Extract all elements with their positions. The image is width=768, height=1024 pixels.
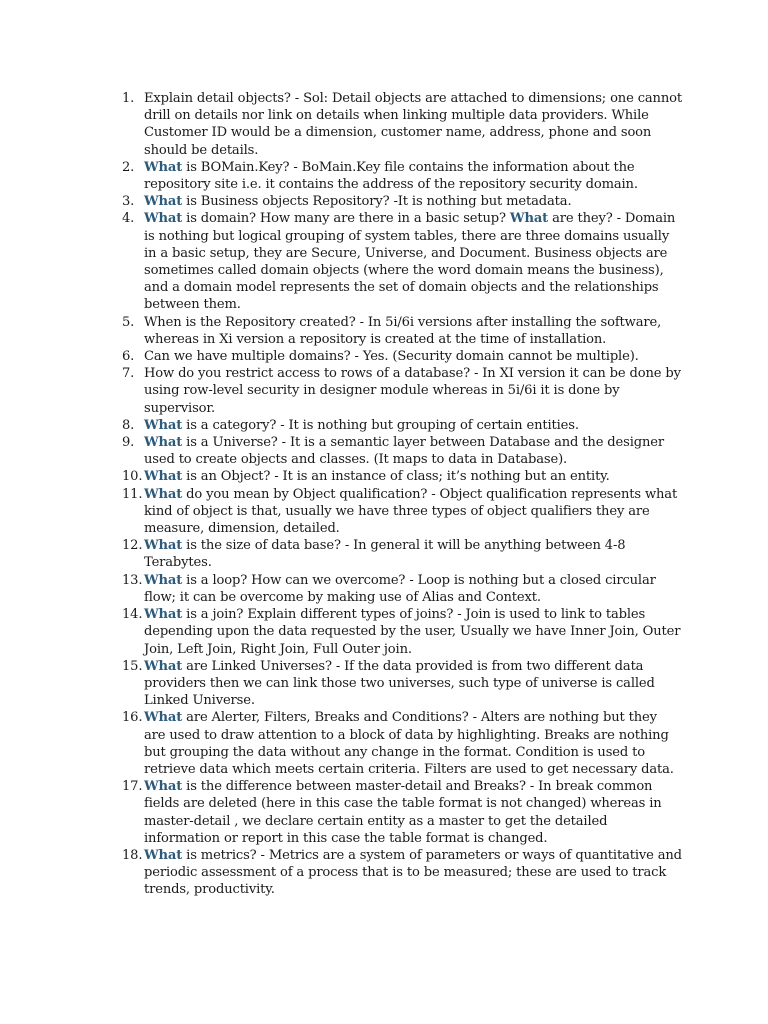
item-text: is a category? - It is nothing but grouping of certain entities. xyxy=(182,417,579,433)
item-text: are they? - Domain is nothing but logical grouping of system tables, there are three domains usually in a basic setup, they are Secure, Universe, and Document. Business objects are sometimes called domain objects (where the word domain means the business), and a domain model represents the set of domain objects and the relationships between them. xyxy=(144,211,676,313)
item-text: is the difference between master-detail and Breaks? - In break common fields are deleted (here in this case the table format is not changed) whereas in master-detail , we declare certain entity as a master to get the detailed information or report in this case the table format is changed. xyxy=(144,779,662,846)
item-number: 2. xyxy=(122,159,135,175)
item-text: is the size of data base? - In general it will be anything between 4-8 Terabytes. xyxy=(144,538,626,571)
list-item xyxy=(122,159,682,193)
item-number: 13. xyxy=(122,572,143,588)
item-number: 4. xyxy=(122,211,135,227)
item-number: 12. xyxy=(122,538,143,554)
list-item xyxy=(122,417,682,434)
item-number: 16. xyxy=(122,710,143,726)
item-text: is BOMain.Key? - BoMain.Key file contains the information about the repository site i.e. it contains the address of the repository security domain. xyxy=(144,159,638,193)
keyword-highlight: What xyxy=(509,211,549,227)
item-number: 14. xyxy=(122,607,143,623)
item-number: 1. xyxy=(122,91,135,106)
keyword-highlight: What xyxy=(144,538,183,554)
list-item xyxy=(122,486,682,538)
list-item xyxy=(122,606,682,658)
item-number: 11. xyxy=(122,486,143,502)
item-number: 5. xyxy=(122,314,135,330)
list-item xyxy=(122,537,682,571)
list-item xyxy=(122,658,682,710)
keyword-highlight: What xyxy=(144,469,183,485)
list-item xyxy=(122,210,682,313)
list-item xyxy=(122,365,682,417)
list-item xyxy=(122,434,682,468)
item-text: When is the Repository created? - In 5i/6i versions after installing the software, whereas in Xi version a repository is created at the time of installation. xyxy=(144,314,662,347)
item-text: How do you restrict access to rows of a database? - In XI version it can be done by using row-level security in designer module whereas in 5i/6i it is done by supervisor. xyxy=(144,366,681,416)
keyword-highlight: What xyxy=(144,435,183,451)
item-text: is a Universe? - It is a semantic layer between Database and the designer used to create objects and classes. (It maps to data in Database). xyxy=(144,435,664,468)
item-text: do you mean by Object qualification? - Object qualification represents what kind of object is that, usually we have three types of object qualifiers they are measure, dimension, detailed. xyxy=(144,486,678,537)
item-text: are Alerter, Filters, Breaks and Conditions? - Alters are nothing but they are used to draw attention to a block of data by highlighting. Breaks are nothing but grouping the data without any change in the format. Condition is used to retrieve data which meets certain criteria. Filters are used to get necessary data. xyxy=(144,710,674,777)
item-text: is a join? Explain different types of joins? - Join is used to link to tables depending upon the data requested by the user, Usually we have Inner Join, Outer Join, Left Join, Right Join, Full Outer join. xyxy=(144,607,681,657)
keyword-highlight: What xyxy=(144,658,183,674)
item-text: Explain detail objects? - Sol: Detail objects are attached to dimensions; one cannot drill on details nor link on details when linking multiple data providers. While Customer ID would be a dimension, customer name, address, phone and soon should be details. xyxy=(144,91,682,158)
keyword-highlight: What xyxy=(144,779,183,795)
list-item xyxy=(122,348,682,365)
item-number: 9. xyxy=(122,435,135,451)
item-number: 3. xyxy=(122,194,135,210)
item-text: is metrics? - Metrics are a system of parameters or ways of quantitative and periodic assessment of a process that is to be measured; these are used to track trends, productivity. xyxy=(144,847,682,898)
list-item xyxy=(122,778,682,847)
keyword-highlight: What xyxy=(144,486,183,502)
item-number: 7. xyxy=(122,366,135,382)
list-item xyxy=(122,572,682,606)
item-number: 17. xyxy=(122,779,143,795)
keyword-highlight: What xyxy=(144,607,183,623)
list-item xyxy=(122,193,682,210)
list-item xyxy=(122,709,682,778)
list-item xyxy=(122,314,682,348)
list-item xyxy=(122,468,682,485)
list-item xyxy=(122,847,682,899)
item-text: Can we have multiple domains? - Yes. (Security domain cannot be multiple). xyxy=(144,349,639,365)
qa-list xyxy=(122,90,682,899)
item-number: 10. xyxy=(122,469,143,485)
item-text: are Linked Universes? - If the data provided is from two different data providers then we can link those two universes, such type of universe is called Linked Universe. xyxy=(144,658,655,709)
keyword-highlight: What xyxy=(144,710,183,726)
item-text: is domain? How many are there in a basic setup? xyxy=(182,211,510,227)
item-number: 15. xyxy=(122,658,143,674)
item-text: is an Object? - It is an instance of class; it’s nothing but an entity. xyxy=(182,469,610,485)
item-number: 8. xyxy=(122,417,135,433)
item-number: 6. xyxy=(122,349,135,365)
item-text: is a loop? How can we overcome? - Loop is nothing but a closed circular flow; it can be overcome by making use of Alias and Context. xyxy=(144,572,656,605)
keyword-highlight: What xyxy=(144,572,183,588)
item-number: 18. xyxy=(122,847,143,863)
list-item xyxy=(122,90,682,159)
keyword-highlight: What xyxy=(144,159,183,175)
keyword-highlight: What xyxy=(144,417,183,433)
keyword-highlight: What xyxy=(144,847,183,863)
item-text: is Business objects Repository? -It is nothing but metadata. xyxy=(182,194,572,210)
keyword-highlight: What xyxy=(144,194,183,210)
keyword-highlight: What xyxy=(144,211,183,227)
